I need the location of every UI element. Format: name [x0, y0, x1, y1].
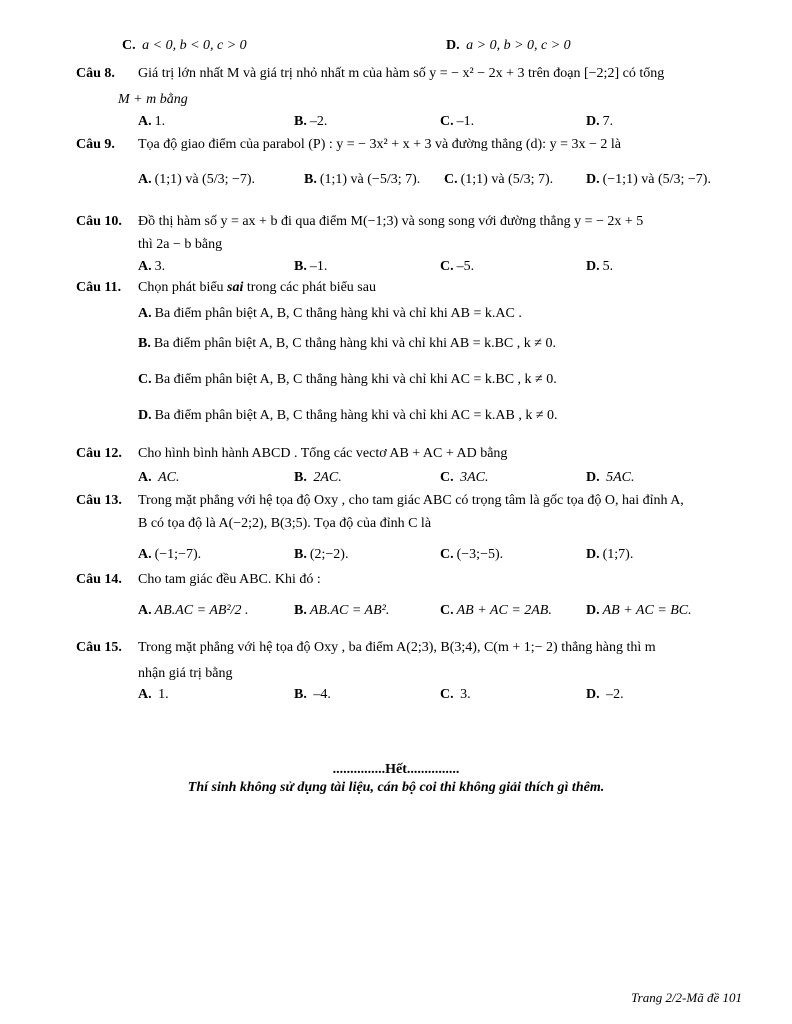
option-d: D. (1;7). [586, 547, 634, 562]
option-a: A. AC. [138, 470, 180, 485]
question-8-options [0, 112, 792, 132]
option-c: C. (1;1) và (5/3; 7). [444, 172, 554, 187]
option-b: B. –1. [294, 259, 328, 274]
option-d: D. –2. [586, 687, 624, 702]
question-9-options [0, 170, 792, 190]
question-15-options [0, 685, 792, 705]
question-10: Câu 10. Đồ thị hàm số y = ax + b đi qua điểm M(−1;3) và song song với đường thẳng y = − 2x + 5 [76, 214, 644, 229]
question-15: Câu 15. Trong mặt phẳng với hệ tọa độ Oxy , ba điểm A(2;3), B(3;4), C(m + 1;− 2) thẳng hàng thì m [76, 640, 656, 655]
question-14: Câu 14. Cho tam giác đều ABC. Khi đó : [76, 572, 321, 587]
option-c: C. 3AC. [440, 470, 489, 485]
question-11-option-a: A. Ba điểm phân biệt A, B, C thẳng hàng khi và chỉ khi AB = k.AC . [138, 306, 522, 321]
question-13: Câu 13. Trong mặt phẳng với hệ tọa độ Oxy , cho tam giác ABC có trọng tâm là gốc tọa độ O, hai đỉnh A, [76, 493, 684, 508]
end-marker: ...............Hết............... [332, 762, 460, 777]
option-c: C. –5. [440, 259, 475, 274]
question-11: Câu 11. Chọn phát biểu sai trong các phát biểu sau [76, 280, 376, 295]
question-10-options [0, 257, 792, 277]
question-9: Câu 9. Tọa độ giao điểm của parabol (P) : y = − 3x² + x + 3 và đường thẳng (d): y = 3x − 2 là [76, 137, 621, 152]
option-d: D. 5AC. [586, 470, 635, 485]
option-c: C. 3. [440, 687, 471, 702]
carry-options [0, 36, 792, 56]
option-b: B. (1;1) và (−5/3; 7). [304, 172, 421, 187]
option-d: D. 7. [586, 114, 614, 129]
question-12: Câu 12. Cho hình bình hành ABCD . Tổng các vectơ AB + AC + AD bằng [76, 446, 508, 461]
question-11-option-d: D. Ba điểm phân biệt A, B, C thẳng hàng khi và chỉ khi AC = k.AB , k ≠ 0. [138, 408, 558, 423]
option-c: C. a < 0, b < 0, c > 0 [122, 38, 247, 53]
option-d: D. a > 0, b > 0, c > 0 [446, 38, 571, 53]
option-a: A. 3. [138, 259, 166, 274]
question-8: Câu 8. Giá trị lớn nhất M và giá trị nhỏ nhất m của hàm số y = − x² − 2x + 3 trên đoạn [−2;2] có tổng [76, 66, 665, 81]
option-c: C. AB + AC = 2AB. [440, 603, 552, 618]
option-a: A. (−1;−7). [138, 547, 202, 562]
option-b: B. AB.AC = AB². [294, 603, 390, 618]
option-b: B. –4. [294, 687, 331, 702]
option-d: D. AB + AC = BC. [586, 603, 692, 618]
option-a: A. AB.AC = AB²/2 . [138, 603, 249, 618]
option-a: A. (1;1) và (5/3; −7). [138, 172, 256, 187]
question-15-cont: nhận giá trị bằng [138, 666, 233, 681]
option-c: C. (−3;−5). [440, 547, 504, 562]
footer-note: Thí sinh không sử dụng tài liệu, cán bộ coi thi không giải thích gì thêm. [187, 780, 605, 795]
question-13-cont: B có tọa độ là A(−2;2), B(3;5). Tọa độ của đỉnh C là [138, 516, 432, 531]
question-13-options [0, 545, 792, 565]
option-d: D. 5. [586, 259, 614, 274]
option-b: B. (2;−2). [294, 547, 349, 562]
option-a: A. 1. [138, 687, 169, 702]
question-11-option-b: B. Ba điểm phân biệt A, B, C thẳng hàng khi và chỉ khi AB = k.BC , k ≠ 0. [138, 336, 556, 351]
question-8-cont: M + m bằng [118, 92, 188, 107]
question-11-option-c: C. Ba điểm phân biệt A, B, C thẳng hàng khi và chỉ khi AC = k.BC , k ≠ 0. [138, 372, 557, 387]
question-12-options [0, 468, 792, 488]
option-b: B. 2AC. [294, 470, 342, 485]
question-10-cont: thì 2a − b bằng [138, 237, 223, 252]
option-c: C. –1. [440, 114, 475, 129]
option-a: A. 1. [138, 114, 166, 129]
option-d: D. (−1;1) và (5/3; −7). [586, 172, 711, 187]
option-b: B. –2. [294, 114, 328, 129]
page-number: Trang 2/2-Mã đề 101 [631, 990, 742, 1005]
question-14-options [0, 601, 792, 621]
